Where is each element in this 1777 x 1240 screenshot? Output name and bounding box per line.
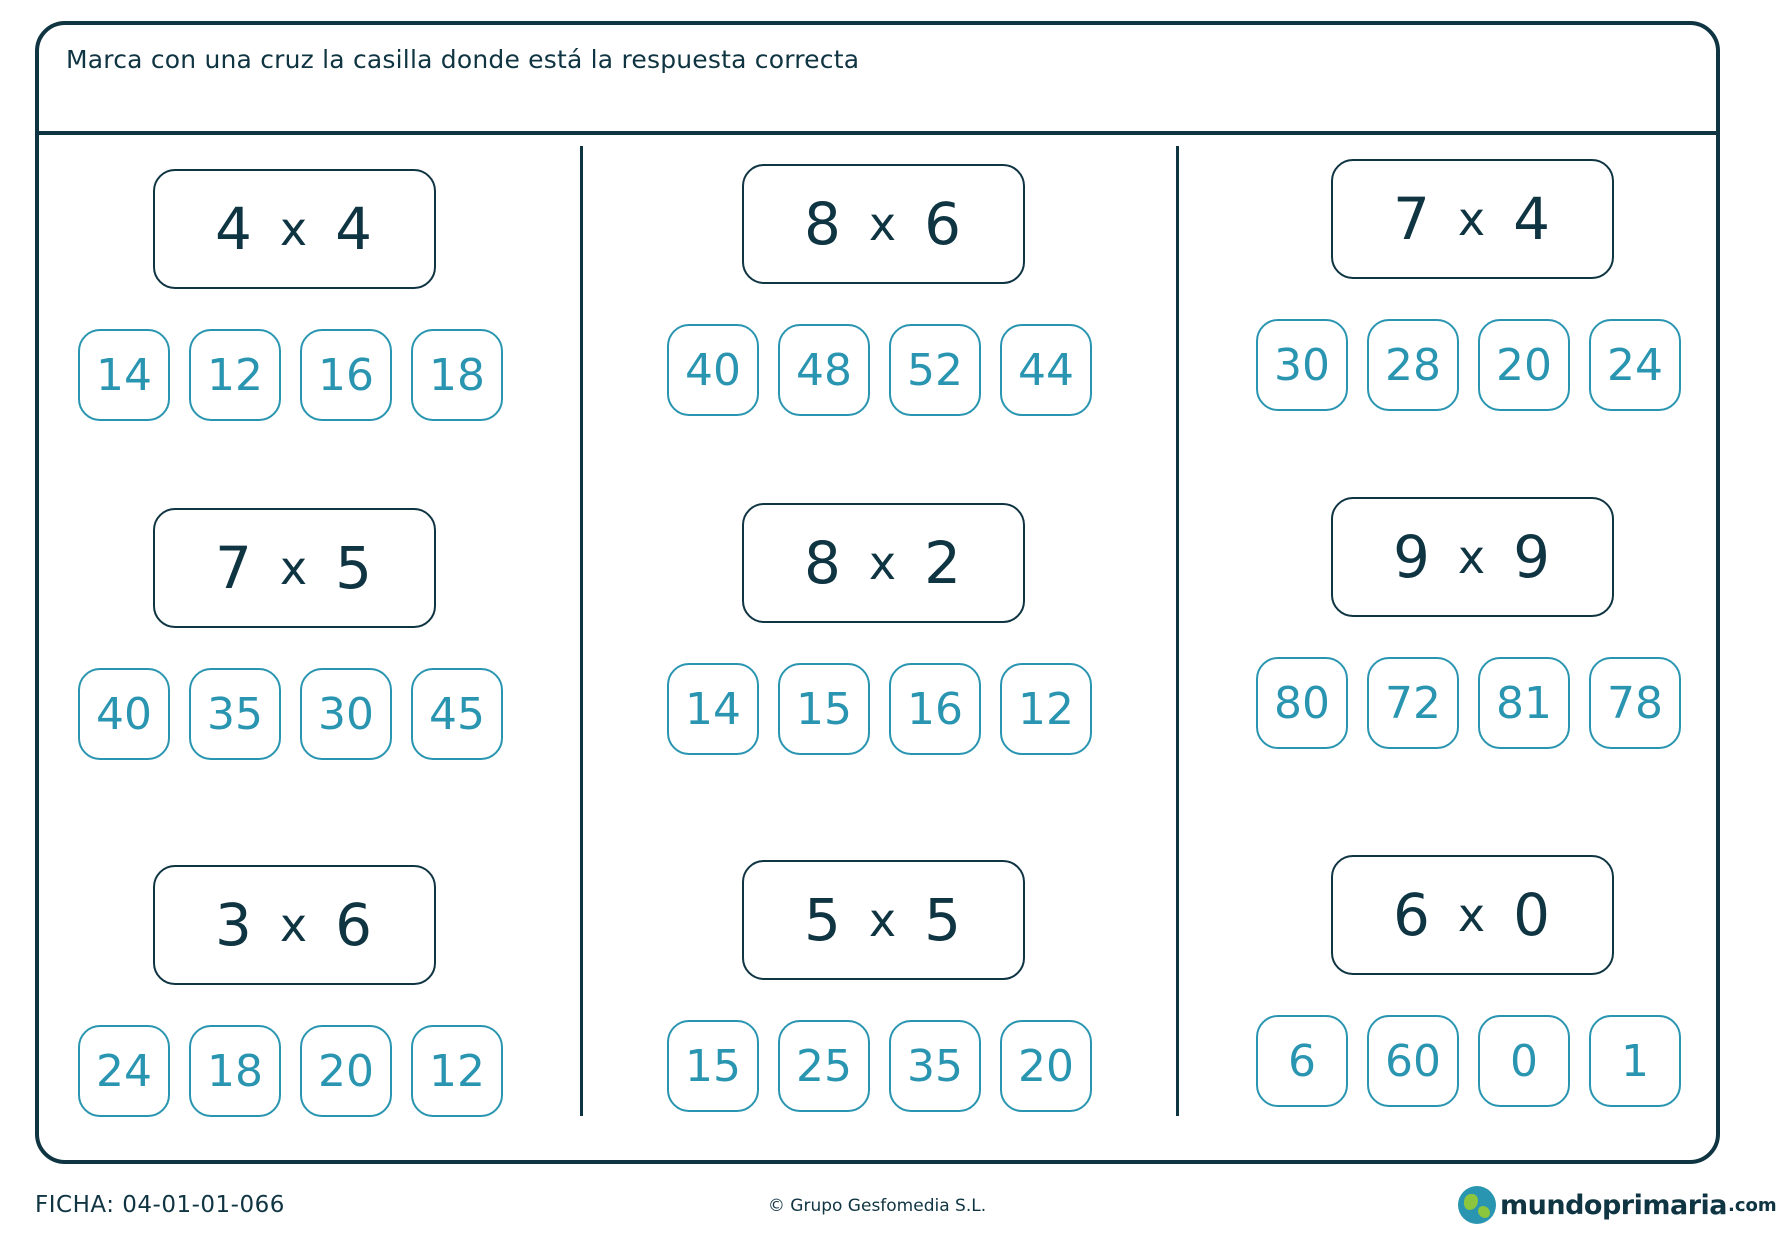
answer-option[interactable]: 72 [1367, 657, 1459, 749]
exercise-4 [78, 508, 508, 768]
answer-option[interactable]: 12 [411, 1025, 503, 1117]
exercise-8 [667, 860, 1097, 1120]
operand-b: 4 [1513, 185, 1553, 253]
multiply-sign: x [1457, 192, 1488, 246]
answer-option[interactable]: 40 [78, 668, 170, 760]
answer-option[interactable]: 0 [1478, 1015, 1570, 1107]
operand-b: 5 [924, 886, 964, 954]
instruction-text: Marca con una cruz la casilla donde está la respuesta correcta [66, 45, 860, 74]
column-divider-2 [1176, 146, 1179, 1116]
operand-b: 2 [924, 529, 964, 597]
operand-a: 8 [803, 529, 843, 597]
answer-option[interactable]: 14 [667, 663, 759, 755]
answer-option[interactable]: 12 [1000, 663, 1092, 755]
answer-option[interactable]: 40 [667, 324, 759, 416]
problem-box [1331, 855, 1614, 975]
multiply-sign: x [868, 197, 899, 251]
answer-option[interactable]: 15 [778, 663, 870, 755]
answer-option[interactable]: 60 [1367, 1015, 1459, 1107]
logo-suffix: .com [1728, 1194, 1777, 1216]
exercise-3 [1256, 159, 1686, 419]
multiply-sign: x [1457, 530, 1488, 584]
multiply-sign: x [279, 202, 310, 256]
answer-option[interactable]: 16 [300, 329, 392, 421]
problem-box [1331, 497, 1614, 617]
answer-options [667, 324, 1097, 416]
answer-option[interactable]: 20 [300, 1025, 392, 1117]
answer-option[interactable]: 12 [189, 329, 281, 421]
answer-options [1256, 657, 1686, 749]
answer-option[interactable]: 52 [889, 324, 981, 416]
copyright-text: © Grupo Gesfomedia S.L. [767, 1196, 987, 1216]
multiply-sign: x [868, 536, 899, 590]
operand-b: 4 [335, 195, 375, 263]
globe-icon [1458, 1186, 1496, 1224]
answer-option[interactable]: 81 [1478, 657, 1570, 749]
answer-options [1256, 1015, 1686, 1107]
answer-option[interactable]: 20 [1000, 1020, 1092, 1112]
problem-box [742, 503, 1025, 623]
problem-box [1331, 159, 1614, 279]
answer-option[interactable]: 78 [1589, 657, 1681, 749]
multiply-sign: x [1457, 888, 1488, 942]
exercise-9 [1256, 855, 1686, 1115]
exercise-6 [1256, 497, 1686, 757]
answer-option[interactable]: 18 [189, 1025, 281, 1117]
answer-option[interactable]: 45 [411, 668, 503, 760]
answer-options [78, 1025, 508, 1117]
answer-options [1256, 319, 1686, 411]
operand-a: 4 [214, 195, 254, 263]
operand-a: 8 [803, 190, 843, 258]
operand-a: 3 [214, 891, 254, 959]
exercise-7 [78, 865, 508, 1125]
answer-option[interactable]: 15 [667, 1020, 759, 1112]
worksheet-header [39, 25, 1716, 135]
multiply-sign: x [279, 898, 310, 952]
operand-a: 5 [803, 886, 843, 954]
answer-option[interactable]: 6 [1256, 1015, 1348, 1107]
operand-a: 7 [214, 534, 254, 602]
answer-option[interactable]: 35 [889, 1020, 981, 1112]
answer-options [667, 663, 1097, 755]
operand-a: 7 [1392, 185, 1432, 253]
answer-options [667, 1020, 1097, 1112]
answer-option[interactable]: 18 [411, 329, 503, 421]
site-logo[interactable] [1458, 1183, 1777, 1227]
operand-a: 9 [1392, 523, 1432, 591]
answer-option[interactable]: 24 [1589, 319, 1681, 411]
operand-b: 0 [1513, 881, 1553, 949]
answer-option[interactable]: 16 [889, 663, 981, 755]
problem-box [153, 169, 436, 289]
answer-option[interactable]: 24 [78, 1025, 170, 1117]
problem-box [742, 860, 1025, 980]
multiply-sign: x [279, 541, 310, 595]
problem-box [153, 865, 436, 985]
operand-b: 6 [335, 891, 375, 959]
column-divider-1 [580, 146, 583, 1116]
answer-option[interactable]: 48 [778, 324, 870, 416]
problem-box [742, 164, 1025, 284]
logo-text: mundoprimaria [1500, 1189, 1727, 1221]
answer-option[interactable]: 44 [1000, 324, 1092, 416]
operand-b: 6 [924, 190, 964, 258]
worksheet-code: FICHA: 04-01-01-066 [35, 1192, 285, 1218]
problem-box [153, 508, 436, 628]
answer-options [78, 329, 508, 421]
answer-option[interactable]: 20 [1478, 319, 1570, 411]
operand-b: 5 [335, 534, 375, 602]
exercise-1 [78, 169, 508, 429]
answer-option[interactable]: 25 [778, 1020, 870, 1112]
operand-b: 9 [1513, 523, 1553, 591]
answer-option[interactable]: 30 [300, 668, 392, 760]
answer-option[interactable]: 80 [1256, 657, 1348, 749]
answer-option[interactable]: 30 [1256, 319, 1348, 411]
answer-option[interactable]: 14 [78, 329, 170, 421]
answer-option[interactable]: 28 [1367, 319, 1459, 411]
multiply-sign: x [868, 893, 899, 947]
operand-a: 6 [1392, 881, 1432, 949]
answer-options [78, 668, 508, 760]
answer-option[interactable]: 35 [189, 668, 281, 760]
answer-option[interactable]: 1 [1589, 1015, 1681, 1107]
exercise-5 [667, 503, 1097, 763]
exercise-2 [667, 164, 1097, 424]
